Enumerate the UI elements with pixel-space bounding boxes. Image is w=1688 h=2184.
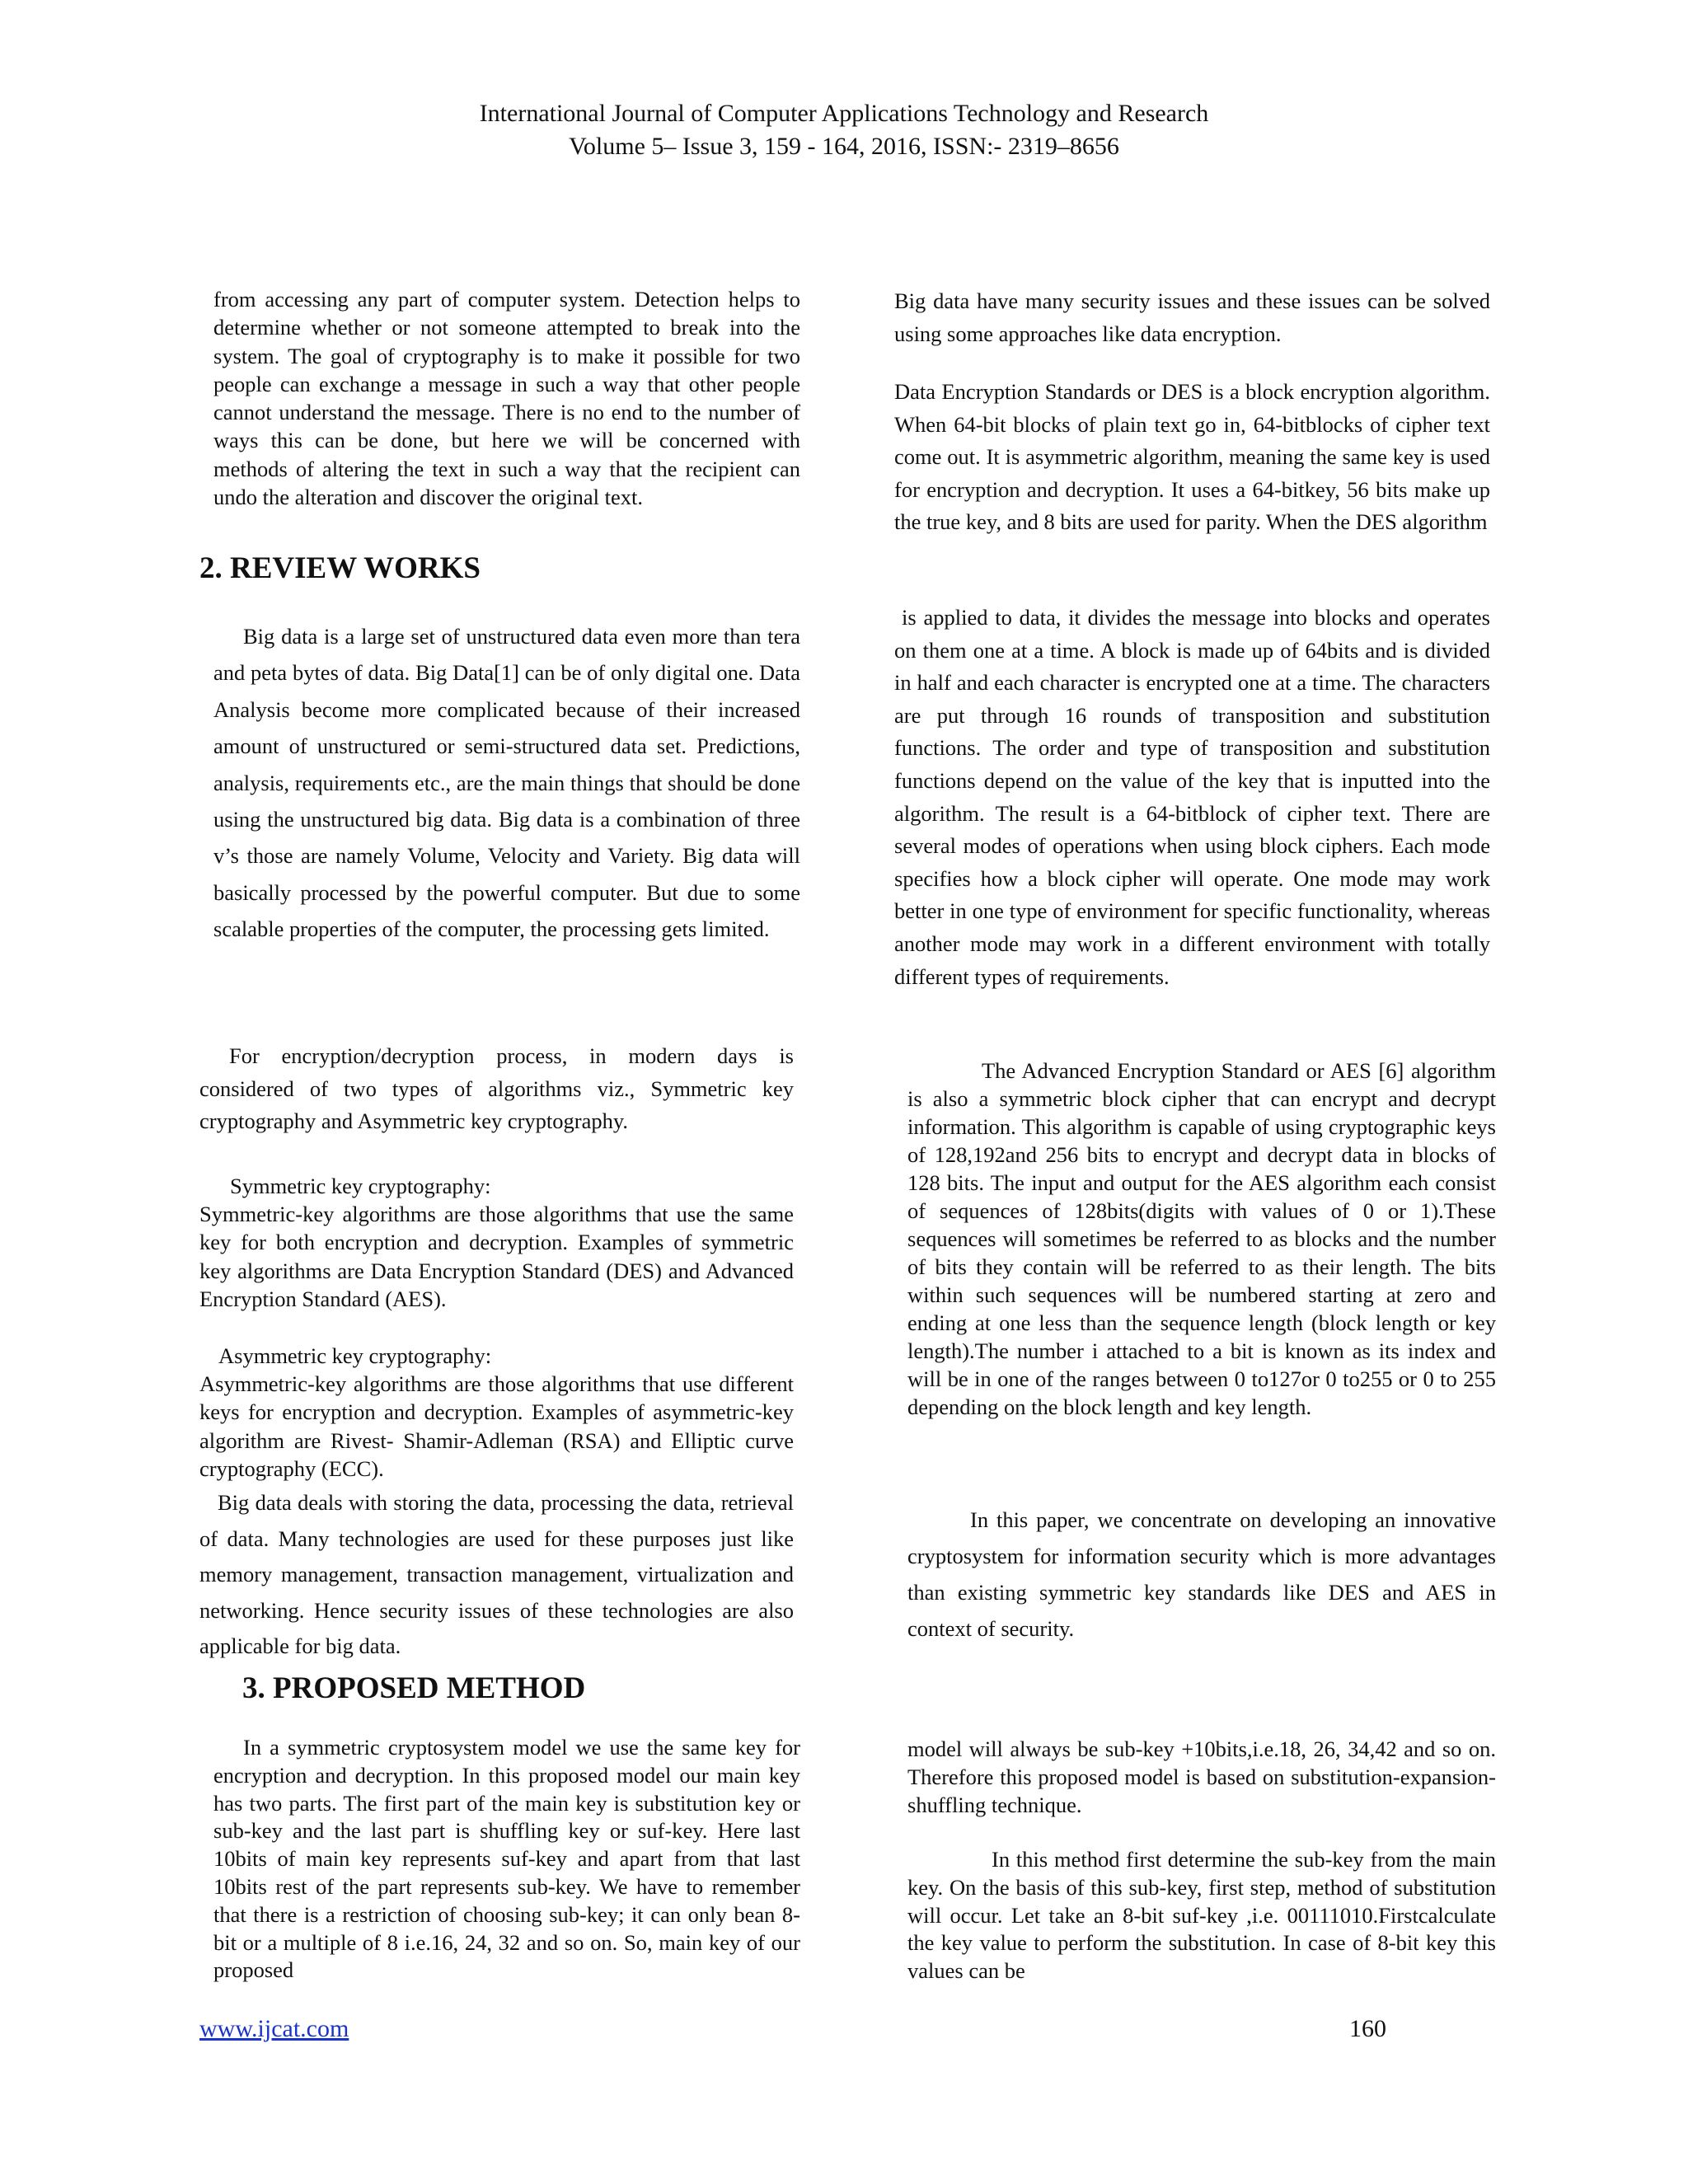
big-data-paragraph: Big data deals with storing the data, processing the data, retrieval of data. Many technologies are used for these purposes just like memory management, transaction management, virtualization and networking. Hence security issues of these technologies are also applicable for big data. — [199, 1490, 794, 1658]
aes-paragraph: The Advanced Encryption Standard or AES [6] algorithm is also a symmetric block cipher that can encrypt and decrypt information. This algorithm is capable of using cryptographic keys of 128,192and 256 bits to encrypt and decrypt data in blocks of 128 bits. The input and output for the AES algorithm each consist of sequences of 128bits(digits with values of 0 or 1).These sequences will sometimes be referred to as blocks and the number of bits they contain will be referred to as their length. The bits within such sequences will be numbered starting at zero and ending at one less than the sequence length (block length or key length).The number i attached to a bit is known as its index and will be in one of the ranges between 0 to127or 0 to255 or 0 to 255 depending on the block length and key length. — [907, 1058, 1496, 1419]
section-heading-review: 2. REVIEW WORKS — [199, 551, 481, 585]
review-paragraph-1: Big data is a large set of unstructured data even more than tera and peta bytes of data. Big Data[1] can be of only digital one. Data Analysis become more complicated because of their increased amount of unstructured or semi-structured data set. Predictions, analysis, requirements etc., are the main things that should be done using the unstructured big data. Big data is a combination of three v’s those are namely Volume, Velocity and Variety. Big data will basically processed by the powerful computer. But due to some scalable properties of the computer, the processing gets limited. — [213, 624, 800, 942]
concentrate-paragraph: In this paper, we concentrate on developing an innovative cryptosystem for information security which is more advantages than existing symmetric key standards like DES and AES in context of security. — [907, 1507, 1496, 1641]
asymmetric-paragraph: Asymmetric-key algorithms are those algorithms that use different keys for encryption and decryption. Examples of asymmetric-key algorithm are Rivest- Shamir-Adleman (RSA) and Elliptic curve cryptography (ECC). — [199, 1371, 794, 1481]
des-continued-paragraph: is applied to data, it divides the message into blocks and operates on them one at a time. A block is made up of 64bits and is divided in half and each character is encrypted one at a time. The characters are put through 16 rounds of transposition and substitution functions. The order and type of transposition and substitution functions depend on the value of the key that is inputted into the algorithm. The result is a 64-bitblock of cipher text. There are several modes of operations when using block ciphers. Each mode specifies how a block cipher will operate. One mode may work better in one type of environment for specific functionality, whereas another mode may work in a different environment with totally different types of requirements. — [894, 605, 1490, 989]
journal-header — [0, 97, 1688, 163]
left-intro-paragraph: from accessing any part of computer system. Detection helps to determine whether or not someone attempted to break into the system. The goal of cryptography is to make it possible for two people can exchange a message in such a way that other people cannot understand the message. There is no end to the number of ways this can be done, but here we will be concerned with methods of altering the text in such a way that the recipient can undo the alteration and discover the original text. — [213, 287, 800, 510]
des-paragraph: Data Encryption Standards or DES is a block encryption algorithm. When 64-bit blocks of plain text go in, 64-bitblocks of cipher text come out. It is asymmetric algorithm, meaning the same key is used for encryption and decryption. It uses a 64-bitkey, 56 bits make up the true key, and 8 bits are used for parity. When the DES algorithm — [894, 379, 1490, 534]
journal-website-link[interactable]: www.ijcat.com — [199, 2015, 349, 2042]
asymmetric-label: Asymmetric key cryptography: — [218, 1343, 492, 1368]
model-paragraph: model will always be sub-key +10bits,i.e.18, 26, 34,42 and so on. Therefore this proposed model is based on substitution-expansion-shuffling technique. — [907, 1736, 1496, 1817]
symmetric-label: Symmetric key cryptography: — [230, 1174, 491, 1198]
journal-title: International Journal of Computer Applications Technology and Research — [479, 100, 1209, 127]
method-paragraph: In this method first determine the sub-key from the main key. On the basis of this sub-key, first step, method of substitution will occur. Let take an 8-bit suf-key ,i.e. 00111010.Firstcalculate the key value to perform the substitution. In case of 8-bit key this values can be — [907, 1847, 1496, 1984]
proposed-paragraph: In a symmetric cryptosystem model we use the same key for encryption and decryption. In this proposed model our main key has two parts. The first part of the main key is substitution key or sub-key and the last part is shuffling key or suf-key. Here last 10bits of main key represents suf-key and apart from that last 10bits rest of the part represents sub-key. We have to remember that there is a restriction of choosing sub-key; it can only bean 8-bit or a multiple of 8 i.e.16, 24, 32 and so on. So, main key of our proposed — [213, 1735, 800, 1983]
journal-volume: Volume 5– Issue 3, 159 - 164, 2016, ISSN:- 2319–8656 — [569, 133, 1119, 160]
section-heading-proposed: 3. PROPOSED METHOD — [242, 1671, 586, 1705]
page-number: 160 — [1349, 2015, 1386, 2042]
right-paragraph-1: Big data have many security issues and these issues can be solved using some approaches like data encryption. — [894, 288, 1490, 346]
symmetric-paragraph: Symmetric-key algorithms are those algorithms that use the same key for both encryption and decryption. Examples of symmetric key algorithms are Data Encryption Standard (DES) and Advanced Encryption Standard (AES). — [199, 1202, 794, 1311]
review-paragraph-2: For encryption/decryption process, in modern days is considered of two types of algorithms viz., Symmetric key cryptography and Asymmetric key cryptography. — [199, 1043, 794, 1133]
